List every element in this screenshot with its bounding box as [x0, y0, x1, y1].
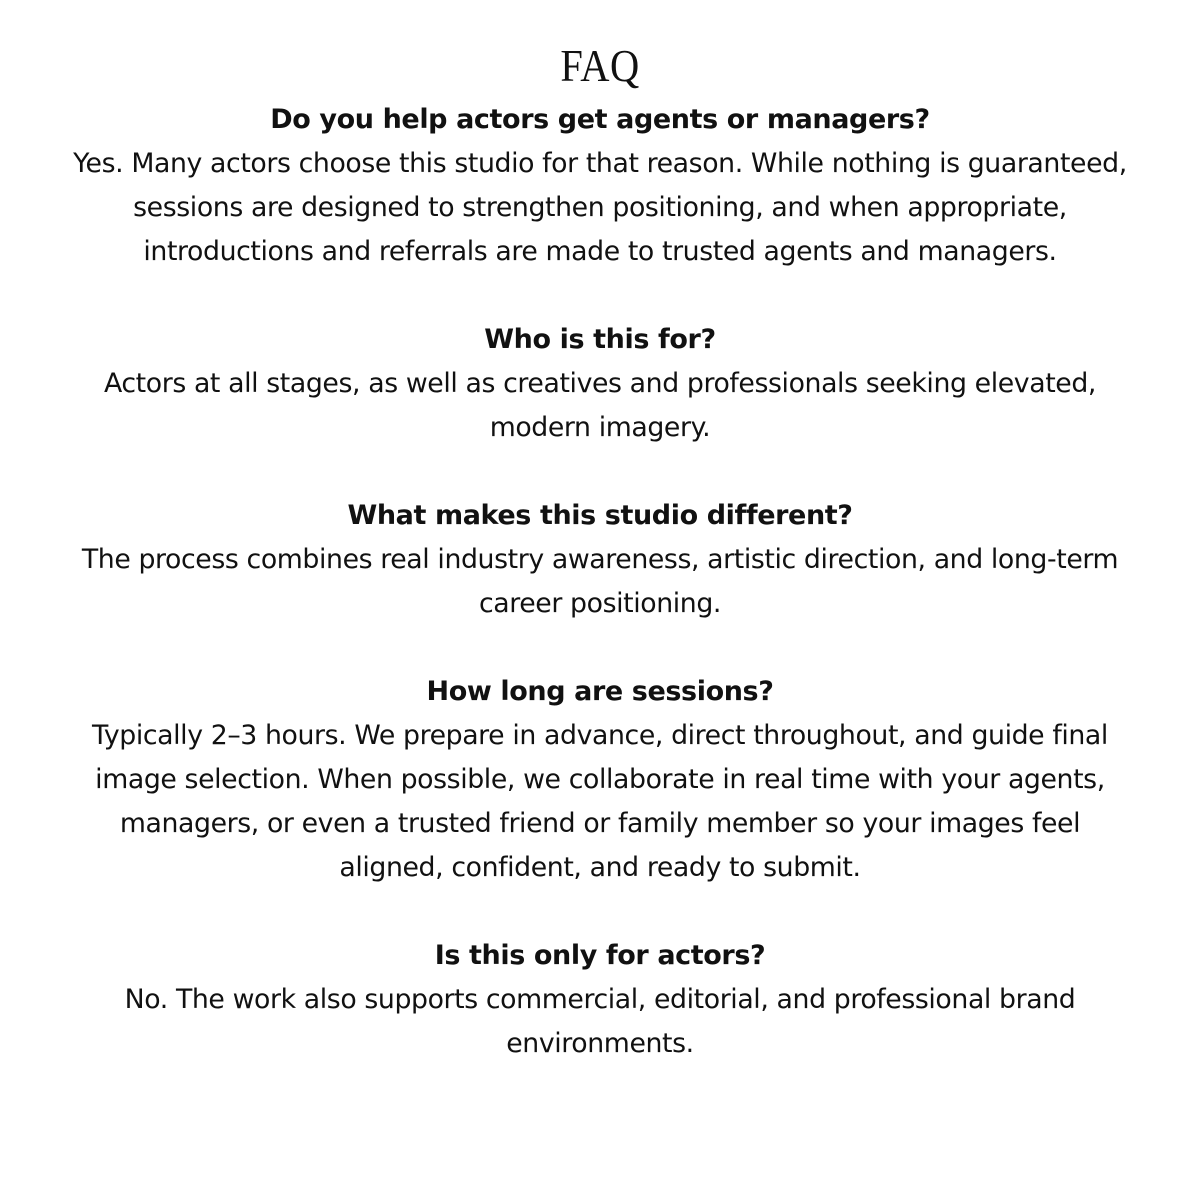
faq-answer: No. The work also supports commercial, editorial, and professional brand environments.: [124, 984, 1076, 1059]
faq-answer: Yes. Many actors choose this studio for that reason. While nothing is guaranteed, sessions are designed to strengthen positioning, and when appropriate, introductions and referrals are made to trusted agents and managers.: [73, 148, 1127, 267]
faq-item-only-actors: [60, 934, 1140, 1066]
faq-answer: Typically 2–3 hours. We prepare in advance, direct throughout, and guide final image selection. When possible, we collaborate in real time with your agents, managers, or even a trusted friend or family member so your images feel aligned, confident, and ready to submit.: [92, 720, 1108, 883]
faq-question: Do you help actors get agents or managers?: [270, 104, 930, 135]
faq-item-session-length: [60, 670, 1140, 890]
faq-item-agents-managers: [60, 98, 1140, 274]
faq-answer: Actors at all stages, as well as creatives and professionals seeking elevated, modern imagery.: [103, 368, 1097, 443]
faq-item-studio-different: [60, 494, 1140, 626]
faq-item-who-for: [60, 318, 1140, 450]
faq-list: [60, 98, 1140, 1066]
faq-question: Is this only for actors?: [434, 940, 766, 971]
faq-answer: The process combines real industry awareness, artistic direction, and long-term career positioning.: [81, 544, 1119, 619]
faq-question: What makes this studio different?: [347, 500, 853, 531]
faq-question: Who is this for?: [484, 324, 716, 355]
page-title: FAQ: [560, 40, 640, 91]
faq-question: How long are sessions?: [426, 676, 774, 707]
